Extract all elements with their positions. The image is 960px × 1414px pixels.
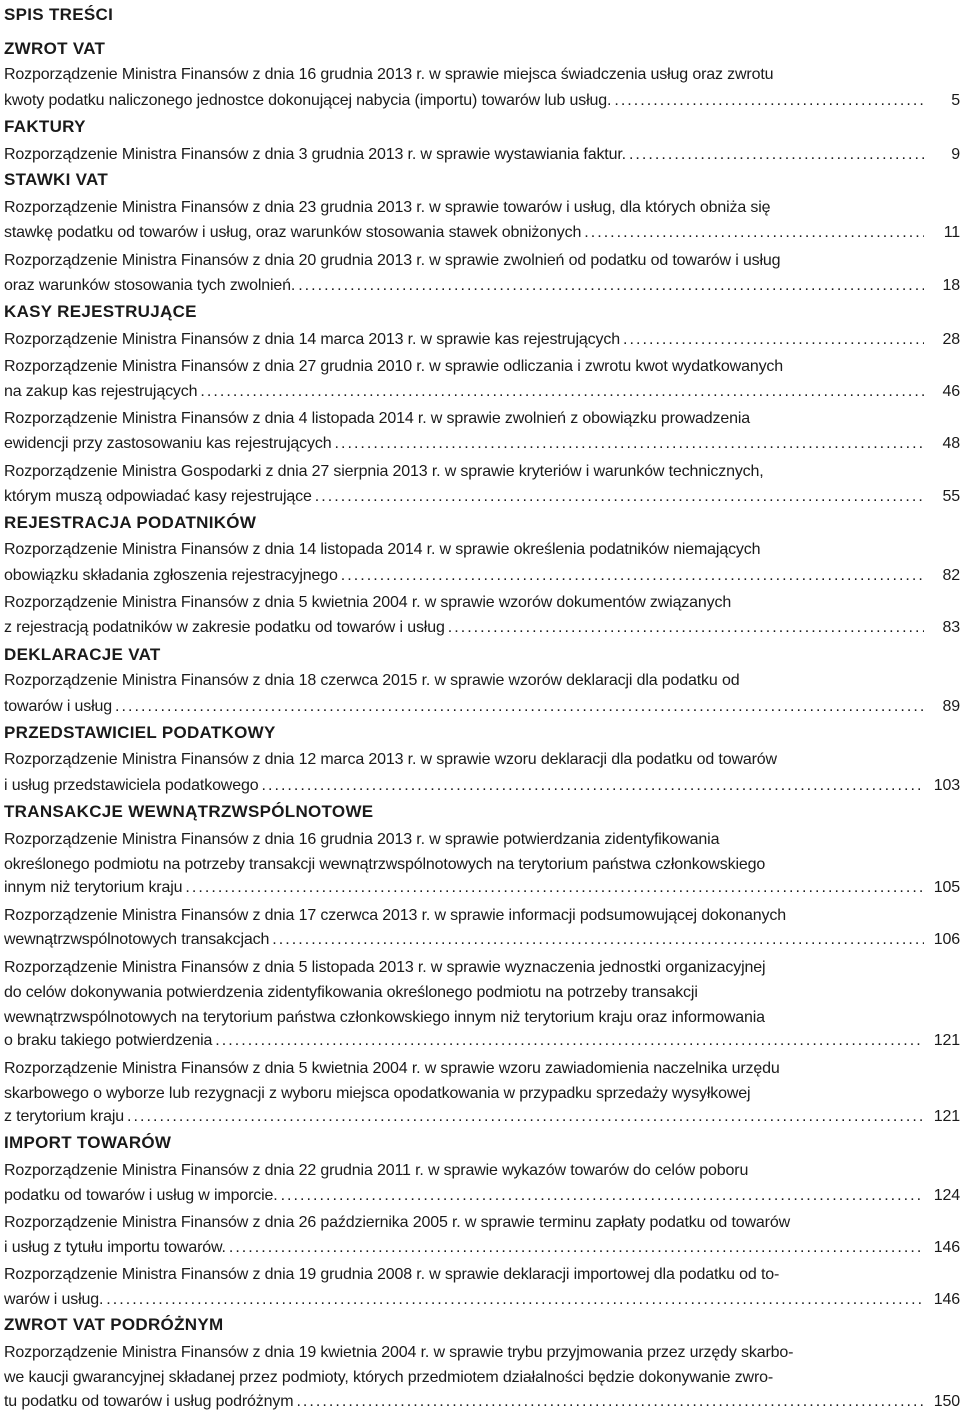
toc-entry-text: z rejestracją podatników w zakresie podatku od towarów i usług	[4, 619, 445, 636]
toc-entry-last-line	[4, 1288, 960, 1312]
toc-entry-text: i usług z tytułu importu towarów.	[4, 1239, 226, 1256]
toc-entry-text: podatku od towarów i usług w imporcie.	[4, 1187, 278, 1204]
page-number: 82	[942, 567, 960, 584]
dot-leader	[298, 274, 924, 298]
toc-entry-text: we kaucji gwarancyjnej składanej przez podmioty, których przedmiotem działalności będzie dokonywanie zwro-	[4, 1369, 774, 1386]
toc-entry-text: o braku takiego potwierdzenia	[4, 1032, 213, 1049]
toc-entry-last-line	[4, 274, 960, 298]
dot-leader	[614, 89, 924, 113]
page-number: 124	[933, 1187, 960, 1204]
toc-entry-text: Rozporządzenie Ministra Finansów z dnia 14 marca 2013 r. w sprawie kas rejestrujących	[4, 331, 620, 348]
page-number: 106	[933, 931, 960, 948]
toc-entry-text: określonego podmiotu na potrzeby transakcji wewnątrzwspólnotowych na terytorium państwa członkowskiego	[4, 856, 766, 873]
toc-entry-text: innym niż terytorium kraju	[4, 879, 183, 896]
toc-entry-text: stawkę podatku od towarów i usług, oraz warunków stosowania stawek obniżonych	[4, 224, 582, 241]
toc-entry-text: ewidencji przy zastosowaniu kas rejestrujących	[4, 435, 332, 452]
toc-entry-text: Rozporządzenie Ministra Finansów z dnia 27 grudnia 2010 r. w sprawie odliczania i zwrotu kwot wydatkowanych	[4, 358, 784, 375]
dot-leader	[281, 1184, 924, 1208]
toc-entry-text: i usług przedstawiciela podatkowego	[4, 777, 259, 794]
toc-entry-text: warów i usług.	[4, 1291, 104, 1308]
section-title-kasy-rejestrujace: KASY REJESTRUJĄCE	[4, 302, 197, 321]
dot-leader	[315, 485, 924, 509]
toc-entry-text: towarów i usług	[4, 698, 113, 715]
toc-title: SPIS TREŚCI	[4, 5, 114, 24]
page-number: 121	[933, 1108, 960, 1125]
toc-entry-text: Rozporządzenie Ministra Finansów z dnia 17 czerwca 2013 r. w sprawie informacji podsumowującej dokonanych	[4, 907, 786, 924]
section-title-faktury: FAKTURY	[4, 117, 86, 136]
toc-entry-text: Rozporządzenie Ministra Finansów z dnia 20 grudnia 2013 r. w sprawie zwolnień od podatku od towarów i usług	[4, 252, 781, 269]
toc-entry-last-line	[4, 774, 960, 798]
toc-entry-text: Rozporządzenie Ministra Finansów z dnia 16 grudnia 2013 r. w sprawie miejsca świadczenia usług oraz zwrotu	[4, 66, 774, 83]
toc-entry-text: Rozporządzenie Ministra Finansów z dnia 5 kwietnia 2004 r. w sprawie wzoru zawiadomienia naczelnika urzędu	[4, 1060, 780, 1077]
section-title-zwrot-vat-podroznym: ZWROT VAT PODRÓŻNYM	[4, 1315, 224, 1334]
toc-entry-last-line	[4, 564, 960, 588]
page-number: 28	[942, 331, 960, 348]
dot-leader	[623, 328, 924, 352]
toc-entry-text: Rozporządzenie Ministra Finansów z dnia 23 grudnia 2013 r. w sprawie towarów i usług, dla których obniża się	[4, 199, 771, 216]
toc-entry-text: Rozporządzenie Ministra Gospodarki z dnia 27 sierpnia 2013 r. w sprawie kryteriów i warunków technicznych,	[4, 463, 764, 480]
toc-entry-text: Rozporządzenie Ministra Finansów z dnia 14 listopada 2014 r. w sprawie określenia podatników niemających	[4, 541, 761, 558]
dot-leader	[127, 1105, 924, 1129]
toc-entry-last-line	[4, 328, 960, 352]
dot-leader	[200, 380, 924, 404]
dot-leader	[106, 1288, 924, 1312]
toc-entry-text: oraz warunków stosowania tych zwolnień.	[4, 277, 296, 294]
page-number: 48	[942, 435, 960, 452]
toc-entry-text: Rozporządzenie Ministra Finansów z dnia 5 listopada 2013 r. w sprawie wyznaczenia jednostki organizacyjnej	[4, 959, 766, 976]
page-number: 105	[933, 879, 960, 896]
toc-entry-last-line	[4, 89, 960, 113]
page-number: 46	[942, 383, 960, 400]
toc-entry-last-line	[4, 695, 960, 719]
toc-entry-text: wewnątrzwspólnotowych transakcjach	[4, 931, 270, 948]
toc-entry-text: Rozporządzenie Ministra Finansów z dnia 22 grudnia 2011 r. w sprawie wykazów towarów do celów poboru	[4, 1162, 749, 1179]
section-title-zwrot-vat: ZWROT VAT	[4, 39, 106, 58]
toc-entry-last-line	[4, 1390, 960, 1414]
toc-entry-last-line	[4, 432, 960, 456]
dot-leader	[296, 1390, 924, 1414]
dot-leader	[584, 221, 924, 245]
page-number: 83	[942, 619, 960, 636]
toc-entry-text: tu podatku od towarów i usług podróżnym	[4, 1393, 294, 1410]
page-number: 146	[933, 1239, 960, 1256]
dot-leader	[185, 876, 924, 900]
toc-entry-text: Rozporządzenie Ministra Finansów z dnia 3 grudnia 2013 r. w sprawie wystawiania faktur.	[4, 146, 626, 163]
section-title-import-towarow: IMPORT TOWARÓW	[4, 1133, 172, 1152]
section-title-deklaracje-vat: DEKLARACJE VAT	[4, 645, 161, 664]
page-number: 18	[942, 277, 960, 294]
toc-entry-text: Rozporządzenie Ministra Finansów z dnia 19 grudnia 2008 r. w sprawie deklaracji importowej dla podatku od to-	[4, 1266, 780, 1283]
toc-entry-last-line	[4, 485, 960, 509]
toc-entry-last-line	[4, 1029, 960, 1053]
dot-leader	[629, 143, 924, 167]
toc-entry-text: do celów dokonywania potwierdzenia zidentyfikowania określonego podmiotu na potrzeby transakcji	[4, 984, 698, 1001]
toc-entry-text: Rozporządzenie Ministra Finansów z dnia 18 czerwca 2015 r. w sprawie wzorów deklaracji dla podatku od	[4, 672, 740, 689]
section-title-przedstawiciel-podatkowy: PRZEDSTAWICIEL PODATKOWY	[4, 723, 276, 742]
page-number: 89	[942, 698, 960, 715]
toc-entry-last-line	[4, 221, 960, 245]
toc-entry-last-line	[4, 380, 960, 404]
section-title-rejestracja-podatnikow: REJESTRACJA PODATNIKÓW	[4, 513, 257, 532]
dot-leader	[261, 774, 924, 798]
dot-leader	[448, 616, 924, 640]
toc-entry-text: którym muszą odpowiadać kasy rejestrujące	[4, 488, 312, 505]
toc-entry-text: Rozporządzenie Ministra Finansów z dnia 19 kwietnia 2004 r. w sprawie trybu przyjmowania przez urzędy skarbo-	[4, 1344, 794, 1361]
toc-entry-text: wewnątrzwspólnotowych na terytorium państwa członkowskiego innym niż terytorium kraju oraz informowania	[4, 1009, 765, 1026]
section-title-transakcje-wewnatrzwspolnotowe: TRANSAKCJE WEWNĄTRZWSPÓLNOTOWE	[4, 802, 374, 821]
dot-leader	[272, 928, 924, 952]
page-number: 103	[933, 777, 960, 794]
page-number: 55	[942, 488, 960, 505]
dot-leader	[229, 1236, 924, 1260]
toc-entry-text: Rozporządzenie Ministra Finansów z dnia 4 listopada 2014 r. w sprawie zwolnień z obowiązku prowadzenia	[4, 410, 750, 427]
dot-leader	[334, 432, 924, 456]
page-number: 9	[951, 146, 960, 163]
page-number: 121	[933, 1032, 960, 1049]
page-number: 150	[933, 1393, 960, 1410]
toc-entry-text: obowiązku składania zgłoszenia rejestracyjnego	[4, 567, 338, 584]
toc-entry-text: Rozporządzenie Ministra Finansów z dnia 16 grudnia 2013 r. w sprawie potwierdzania zidentyfikowania	[4, 831, 720, 848]
page-number: 11	[943, 224, 960, 241]
toc-entry-last-line	[4, 616, 960, 640]
dot-leader	[341, 564, 924, 588]
toc-entry-text: Rozporządzenie Ministra Finansów z dnia 26 października 2005 r. w sprawie terminu zapłaty podatku od towarów	[4, 1214, 790, 1231]
toc-entry-last-line	[4, 876, 960, 900]
toc-entry-last-line	[4, 143, 960, 167]
dot-leader	[215, 1029, 924, 1053]
toc-entry-text: Rozporządzenie Ministra Finansów z dnia 5 kwietnia 2004 r. w sprawie wzorów dokumentów związanych	[4, 594, 732, 611]
page-number: 146	[933, 1291, 960, 1308]
toc-entry-text: z terytorium kraju	[4, 1108, 124, 1125]
toc-entry-last-line	[4, 1184, 960, 1208]
toc-entry-text: Rozporządzenie Ministra Finansów z dnia 12 marca 2013 r. w sprawie wzoru deklaracji dla podatku od towarów	[4, 751, 777, 768]
toc-entry-last-line	[4, 1105, 960, 1129]
toc-entry-text: na zakup kas rejestrujących	[4, 383, 198, 400]
toc-entry-text: skarbowego o wyborze lub rezygnacji z wyboru miejsca opodatkowania w przypadku sprzedaży wysyłkowej	[4, 1085, 751, 1102]
section-title-stawki-vat: STAWKI VAT	[4, 170, 109, 189]
toc-entry-text: kwoty podatku naliczonego jednostce dokonującej nabycia (importu) towarów lub usług.	[4, 92, 612, 109]
dot-leader	[115, 695, 924, 719]
toc-entry-last-line	[4, 928, 960, 952]
toc-entry-last-line	[4, 1236, 960, 1260]
page-number: 5	[951, 92, 960, 109]
